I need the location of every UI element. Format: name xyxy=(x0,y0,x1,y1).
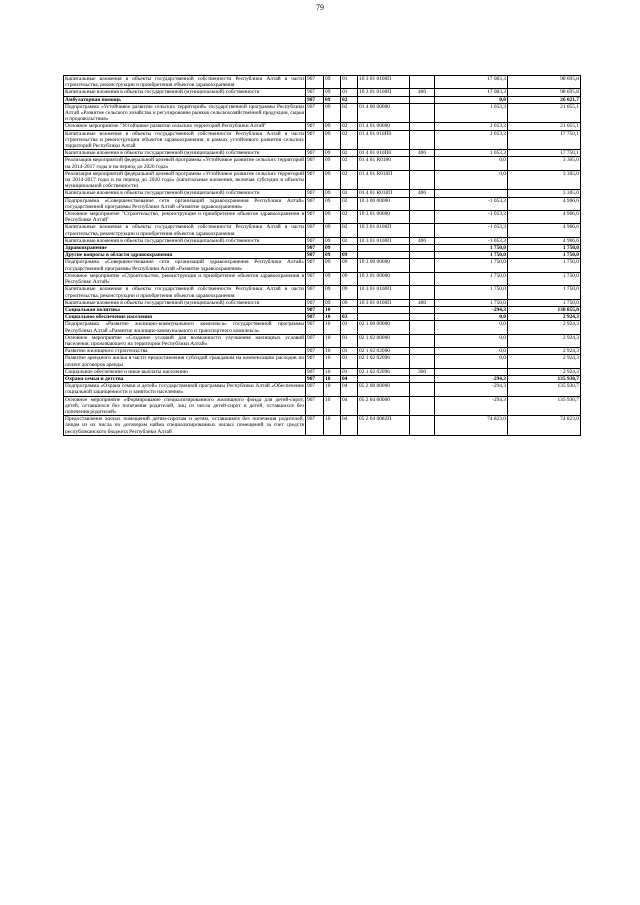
cell-vr xyxy=(410,334,435,347)
cell-name: Капитальные вложения в объекты государственной собственности Республики Алтай в части строительства, реконструкции и приобретения объектов здравоохранения xyxy=(65,76,304,89)
cell-pr: 09 xyxy=(341,259,358,272)
cell-rz: 09 xyxy=(324,123,341,130)
cell-vr xyxy=(410,348,435,355)
cell-ved: 907 xyxy=(306,321,324,334)
cell-pr xyxy=(341,306,358,313)
cell-sum-total: 135 930,7 xyxy=(508,375,581,382)
cell-name: Капитальные вложения в объекты государственной (муниципальной) собственности xyxy=(64,299,306,306)
table-row xyxy=(64,190,581,197)
cell-name: Подпрограмма «Совершенствование сети организаций здравоохранения Республики Алтай» государственной программы Республики Алтай «Развитие здравоохранения» xyxy=(65,259,304,272)
cell-sum-total: 17 750,1 xyxy=(508,130,581,150)
cell-name: Амбулаторная помощь xyxy=(64,96,306,103)
cell-ved: 907 xyxy=(306,334,324,347)
cell-cs xyxy=(358,314,410,321)
cell-name: Капитальные вложения в объекты государственной (муниципальной) собственности xyxy=(64,237,306,244)
cell-rz: 09 xyxy=(324,252,341,259)
cell-ved: 907 xyxy=(306,89,324,96)
cell-vr xyxy=(410,224,435,237)
cell-sum-change: 17 083,3 xyxy=(435,76,508,89)
table-row xyxy=(64,130,581,150)
table-row xyxy=(64,76,581,89)
cell-ved: 907 xyxy=(306,130,324,150)
cell-vr xyxy=(410,157,435,170)
cell-sum-change: 1 750,0 xyxy=(435,245,508,252)
cell-name: Подпрограмма «Устойчивое развитие сельских территорий» государственной программы Республики Алтай «Развитие сельского хозяйства и регулирование рынков сельскохозяйственной продукции, сырья и продовольствия» xyxy=(65,103,304,123)
cell-vr xyxy=(410,252,435,259)
cell-sum-change: 1 053,3 xyxy=(435,130,508,150)
cell-sum-total: 1 750,0 xyxy=(508,299,581,306)
cell-cs: 01 4 01 00000 xyxy=(358,123,410,130)
cell-sum-change: -1 053,3 xyxy=(435,197,508,210)
cell-cs xyxy=(358,375,410,382)
cell-sum-change: 1 750,0 xyxy=(435,259,508,272)
cell-name: Реализация мероприятий федеральной целевой программы «Устойчивое развитие сельских территорий на 2014-2017 годы и на период до 2020 года» xyxy=(65,157,304,170)
cell-ved: 907 xyxy=(306,299,324,306)
cell-name: Основное мероприятие «Строительство, реконструкция и приобретение объектов здравоохранения в Республике Алтай» xyxy=(65,272,304,286)
cell-ved: 907 xyxy=(306,383,324,396)
cell-ved: 907 xyxy=(306,197,324,210)
cell-cs: 10 3 01 0100П xyxy=(358,89,410,96)
cell-ved: 907 xyxy=(306,245,324,252)
cell-name: Основное мероприятие «Формирование специализированного жилищного фонда для детей-сирот, детей, оставшихся без попечения родителей, лиц из числа детей-сирот и детей, оставшихся без попечения родителей» xyxy=(65,396,304,415)
cell-sum-total: 135 930,7 xyxy=(508,383,581,396)
cell-name: Капитальные вложения в объекты государственной (муниципальной) собственности xyxy=(64,190,306,197)
cell-sum-total: 4 966,6 xyxy=(508,211,581,224)
cell-vr: 400 xyxy=(410,89,435,96)
cell-sum-change: 0,0 xyxy=(435,170,508,190)
cell-vr xyxy=(410,396,435,416)
cell-sum-total: 3 305,0 xyxy=(508,170,581,190)
cell-sum-total: 26 021,7 xyxy=(508,96,581,103)
cell-vr xyxy=(410,245,435,252)
cell-sum-total: 98 695,8 xyxy=(508,89,581,96)
cell-pr: 02 xyxy=(341,170,358,190)
cell-pr: 01 xyxy=(341,76,358,89)
cell-sum-total: 2 924,3 xyxy=(508,314,581,321)
cell-cs xyxy=(358,96,410,103)
table-row xyxy=(64,299,581,306)
cell-vr xyxy=(410,103,435,123)
cell-vr xyxy=(410,76,435,89)
cell-rz: 09 xyxy=(324,190,341,197)
cell-vr xyxy=(410,286,435,299)
cell-pr: 01 xyxy=(341,89,358,96)
table-row xyxy=(64,383,581,396)
cell-cs: 02 1 02 00000 xyxy=(358,334,410,347)
cell-name: Другие вопросы в области здравоохранения xyxy=(64,252,306,259)
cell-pr: 02 xyxy=(341,103,358,123)
table-row xyxy=(64,306,581,313)
cell-ved: 907 xyxy=(306,416,324,436)
table-row xyxy=(64,259,581,272)
table-row xyxy=(64,321,581,334)
cell-rz: 09 xyxy=(324,245,341,252)
table-row xyxy=(64,272,581,285)
cell-name: Капитальные вложения в объекты государственной собственности Республики Алтай в части строительства, реконструкции и приобретения объектов здравоохранения xyxy=(65,286,304,299)
cell-name: Подпрограмма «Охрана семьи и детей» государственной программы Республики Алтай «Обеспечение социальной защищенности и занятости населения» xyxy=(65,383,304,396)
cell-sum-change: -294,3 xyxy=(435,306,508,313)
cell-sum-total: 135 930,7 xyxy=(508,396,581,416)
cell-pr: 02 xyxy=(341,211,358,224)
cell-vr xyxy=(410,130,435,150)
cell-vr xyxy=(410,306,435,313)
cell-rz: 09 xyxy=(324,96,341,103)
cell-pr: 04 xyxy=(341,383,358,396)
cell-sum-total: 1 750,0 xyxy=(508,252,581,259)
cell-rz: 10 xyxy=(324,383,341,396)
cell-sum-total: 1 750,0 xyxy=(508,272,581,285)
cell-rz: 10 xyxy=(324,321,341,334)
cell-cs: 10 3 01 0100П xyxy=(358,286,410,299)
cell-cs: 10 3 01 00000 xyxy=(358,211,410,224)
cell-sum-change: 74 823,0 xyxy=(435,416,508,436)
cell-vr xyxy=(410,123,435,130)
cell-sum-total: 21 055,1 xyxy=(508,123,581,130)
cell-vr xyxy=(410,259,435,272)
cell-vr xyxy=(410,272,435,285)
cell-name: Социальное обеспечение и иные выплаты населению xyxy=(64,368,306,375)
cell-cs: 10 3 01 0100П xyxy=(358,76,410,89)
cell-name: Капитальные вложения в объекты государственной (муниципальной) собственности xyxy=(64,150,306,157)
cell-vr xyxy=(410,197,435,210)
cell-sum-total: 2 924,3 xyxy=(508,355,581,368)
cell-rz: 09 xyxy=(324,150,341,157)
cell-ved: 907 xyxy=(306,76,324,89)
cell-rz: 09 xyxy=(324,259,341,272)
cell-pr: 02 xyxy=(341,130,358,150)
table-row xyxy=(64,150,581,157)
cell-pr: 09 xyxy=(341,272,358,285)
cell-ved: 907 xyxy=(306,348,324,355)
cell-cs: 02 1 02 02096 xyxy=(358,368,410,375)
cell-sum-change: -294,3 xyxy=(435,375,508,382)
table-row xyxy=(64,170,581,190)
cell-pr xyxy=(341,245,358,252)
cell-cs: 10 3 01 0100П xyxy=(358,299,410,306)
cell-name: Капитальные вложения в объекты государственной собственности Республики Алтай в части строительства, реконструкции и приобретения объектов здравоохранения xyxy=(65,224,304,237)
table-body xyxy=(64,76,581,436)
cell-name: Здравоохранение xyxy=(64,245,306,252)
cell-ved: 907 xyxy=(306,355,324,368)
cell-name: Охрана семьи и детства xyxy=(64,375,306,382)
cell-ved: 907 xyxy=(306,211,324,224)
budget-table xyxy=(63,75,581,436)
cell-sum-total: 21 055,1 xyxy=(508,103,581,123)
cell-sum-total: 2 924,3 xyxy=(508,334,581,347)
cell-cs xyxy=(358,252,410,259)
cell-vr: 300 xyxy=(410,368,435,375)
cell-vr xyxy=(410,383,435,396)
cell-sum-total: 98 695,8 xyxy=(508,76,581,89)
cell-sum-change: 1 750,0 xyxy=(435,252,508,259)
cell-ved: 907 xyxy=(306,306,324,313)
cell-sum-total: 138 855,0 xyxy=(508,306,581,313)
cell-ved: 907 xyxy=(306,259,324,272)
cell-sum-total: 2 924,3 xyxy=(508,368,581,375)
cell-vr xyxy=(410,355,435,368)
cell-pr: 02 xyxy=(341,123,358,130)
cell-cs: 10 3 01 00000 xyxy=(358,272,410,285)
table-row xyxy=(64,314,581,321)
table-row xyxy=(64,197,581,210)
cell-sum-total: 4 966,6 xyxy=(508,197,581,210)
cell-sum-total: 1 750,0 xyxy=(508,245,581,252)
cell-ved: 907 xyxy=(306,224,324,237)
cell-rz: 10 xyxy=(324,334,341,347)
cell-ved: 907 xyxy=(306,286,324,299)
table-row xyxy=(64,286,581,299)
cell-pr: 02 xyxy=(341,237,358,244)
cell-ved: 907 xyxy=(306,375,324,382)
cell-cs: 05 2 00 00000 xyxy=(358,383,410,396)
cell-vr: 400 xyxy=(410,237,435,244)
cell-ved: 907 xyxy=(306,190,324,197)
table-row xyxy=(64,368,581,375)
cell-pr: 02 xyxy=(341,190,358,197)
cell-vr: 400 xyxy=(410,299,435,306)
cell-pr: 09 xyxy=(341,252,358,259)
cell-sum-total: 3 305,0 xyxy=(508,190,581,197)
cell-sum-change: 1 750,0 xyxy=(435,286,508,299)
cell-rz: 09 xyxy=(324,237,341,244)
cell-pr: 02 xyxy=(341,197,358,210)
cell-ved: 907 xyxy=(306,150,324,157)
cell-sum-total: 74 823,0 xyxy=(508,416,581,436)
cell-cs: 01 4 01 R018П xyxy=(358,170,410,190)
cell-vr: 400 xyxy=(410,150,435,157)
cell-vr xyxy=(410,375,435,382)
cell-rz: 09 xyxy=(324,299,341,306)
cell-sum-change: 0,0 xyxy=(435,314,508,321)
cell-rz: 10 xyxy=(324,396,341,416)
cell-pr: 04 xyxy=(341,416,358,436)
table-row xyxy=(64,103,581,123)
cell-cs: 01 4 00 00000 xyxy=(358,103,410,123)
cell-ved: 907 xyxy=(306,103,324,123)
cell-pr: 02 xyxy=(341,157,358,170)
cell-rz: 09 xyxy=(324,130,341,150)
cell-sum-total: 4 966,6 xyxy=(508,224,581,237)
cell-sum-total: 3 305,0 xyxy=(508,157,581,170)
cell-pr: 04 xyxy=(341,375,358,382)
cell-pr: 09 xyxy=(341,286,358,299)
cell-cs: 01 4 01 010П0 xyxy=(358,150,410,157)
cell-rz: 10 xyxy=(324,306,341,313)
cell-rz: 10 xyxy=(324,416,341,436)
cell-rz: 09 xyxy=(324,157,341,170)
cell-rz: 09 xyxy=(324,103,341,123)
table-row xyxy=(64,396,581,416)
cell-rz: 10 xyxy=(324,375,341,382)
cell-sum-total: 4 966,6 xyxy=(508,237,581,244)
cell-name: Основное мероприятие "Устойчивое развитие сельских территорий Республики Алтай" xyxy=(64,123,306,130)
cell-pr: 03 xyxy=(341,314,358,321)
cell-rz: 10 xyxy=(324,314,341,321)
cell-ved: 907 xyxy=(306,157,324,170)
cell-cs: 10 3 01 0100П xyxy=(358,237,410,244)
cell-pr: 03 xyxy=(341,348,358,355)
cell-name: Капитальные вложения в объекты государственной (муниципальной) собственности xyxy=(64,89,306,96)
cell-rz: 09 xyxy=(324,89,341,96)
cell-sum-change: 0,0 xyxy=(435,355,508,368)
cell-rz: 09 xyxy=(324,76,341,89)
cell-rz: 09 xyxy=(324,197,341,210)
cell-cs: 02 1 02 02000 xyxy=(358,348,410,355)
table-row xyxy=(64,245,581,252)
cell-cs: 05 2 04 0082П xyxy=(358,416,410,436)
cell-cs xyxy=(358,306,410,313)
table-row xyxy=(64,96,581,103)
cell-sum-change: 1 053,3 xyxy=(435,103,508,123)
cell-sum-change: 1 750,0 xyxy=(435,272,508,285)
table-row xyxy=(64,334,581,347)
cell-name: Подпрограмма «Развитие жилищно-коммунального комплекса» государственной программы Республики Алтай «Развитие жилищно-коммунального и транспортного комплекса» xyxy=(65,321,304,334)
cell-sum-change: 1 053,3 xyxy=(435,123,508,130)
cell-name: Социальное обеспечение населения xyxy=(64,314,306,321)
page-number: 79 xyxy=(316,3,324,12)
cell-name: Основное мероприятие «Создание условий для возможности улучшения жилищных условий населения, проживающего на территории Республики Алтай» xyxy=(65,334,304,347)
cell-cs: 02 1 00 00000 xyxy=(358,321,410,334)
cell-sum-change: 0,0 xyxy=(435,334,508,347)
cell-ved: 907 xyxy=(306,170,324,190)
cell-rz: 10 xyxy=(324,368,341,375)
cell-name: Основное мероприятие "Строительство, реконструкция и приобретение объектов здравоохранения в Республике Алтай" xyxy=(65,211,304,224)
cell-pr: 02 xyxy=(341,96,358,103)
cell-ved: 907 xyxy=(306,123,324,130)
cell-pr: 04 xyxy=(341,396,358,416)
cell-rz: 09 xyxy=(324,286,341,299)
cell-vr xyxy=(410,96,435,103)
cell-rz: 09 xyxy=(324,272,341,285)
cell-pr: 03 xyxy=(341,321,358,334)
cell-name: Подпрограмма «Совершенствование сети организаций здравоохранения Республики Алтай» государственной программы Республики Алтай «Развитие здравоохранения» xyxy=(65,197,304,210)
cell-pr: 02 xyxy=(341,224,358,237)
cell-vr xyxy=(410,321,435,334)
table-row xyxy=(64,224,581,237)
table-row xyxy=(64,252,581,259)
cell-name: Социальная политика xyxy=(64,306,306,313)
table-row xyxy=(64,237,581,244)
cell-cs: 01 4 01 R018П xyxy=(358,190,410,197)
cell-rz: 09 xyxy=(324,224,341,237)
cell-sum-change: 0,0 xyxy=(435,321,508,334)
cell-vr xyxy=(410,416,435,436)
cell-name: Развитие жилищного строительства xyxy=(64,348,306,355)
cell-name: Реализация мероприятий федеральной целевой программы «Устойчивое развитие сельских территорий на 2014-2017 годы и на период до 2020 года» (капитальные вложения, включая субсидии в объекты муниципальной собственности) xyxy=(65,170,304,190)
cell-cs: 05 2 04 00000 xyxy=(358,396,410,416)
cell-sum-total: 1 750,0 xyxy=(508,286,581,299)
table-row xyxy=(64,123,581,130)
cell-ved: 907 xyxy=(306,252,324,259)
cell-cs: 10 3 00 00000 xyxy=(358,197,410,210)
cell-name: Развитие арендного жилья в части предоставления субсидий гражданам на компенсацию расходов по оплате договоров аренды xyxy=(65,355,304,368)
cell-ved: 907 xyxy=(306,272,324,285)
cell-cs: 10 3 01 0100П xyxy=(358,224,410,237)
cell-vr xyxy=(410,314,435,321)
cell-cs xyxy=(358,245,410,252)
cell-sum-change: 1 750,0 xyxy=(435,299,508,306)
table-row xyxy=(64,157,581,170)
cell-cs: 01 4 01 010П0 xyxy=(358,130,410,150)
table-row xyxy=(64,416,581,436)
cell-sum-change: -1 053,3 xyxy=(435,211,508,224)
cell-sum-change xyxy=(435,368,508,375)
cell-rz: 10 xyxy=(324,355,341,368)
cell-cs: 02 1 02 02096 xyxy=(358,355,410,368)
cell-sum-change: 1 053,3 xyxy=(435,150,508,157)
cell-sum-total: 2 924,3 xyxy=(508,321,581,334)
cell-sum-change: -1 053,3 xyxy=(435,237,508,244)
cell-cs: 10 3 00 00000 xyxy=(358,259,410,272)
cell-vr: 400 xyxy=(410,190,435,197)
cell-vr xyxy=(410,211,435,224)
cell-pr: 02 xyxy=(341,150,358,157)
cell-pr: 03 xyxy=(341,334,358,347)
cell-pr: 03 xyxy=(341,368,358,375)
cell-ved: 907 xyxy=(306,237,324,244)
cell-rz: 10 xyxy=(324,348,341,355)
cell-rz: 09 xyxy=(324,170,341,190)
cell-ved: 907 xyxy=(306,368,324,375)
cell-sum-change: -294,3 xyxy=(435,396,508,416)
table-row xyxy=(64,348,581,355)
cell-sum-change: -1 053,3 xyxy=(435,224,508,237)
cell-vr xyxy=(410,170,435,190)
cell-ved: 907 xyxy=(306,96,324,103)
table-row xyxy=(64,211,581,224)
cell-sum-total: 2 924,3 xyxy=(508,348,581,355)
table-row xyxy=(64,355,581,368)
cell-cs: 01 4 01 R0180 xyxy=(358,157,410,170)
cell-sum-change: 0,0 xyxy=(435,348,508,355)
table-row xyxy=(64,375,581,382)
cell-pr: 09 xyxy=(341,299,358,306)
cell-sum-total: 1 750,0 xyxy=(508,259,581,272)
table-row xyxy=(64,89,581,96)
cell-name: Предоставление жилых помещений детям-сиротам и детям, оставшимся без попечения родителей, лицам из их числа по договорам найма специализированных жилых помещений за счет средств республиканского бюджета Республики Алтай xyxy=(65,416,304,435)
cell-sum-change: 17 083,3 xyxy=(435,89,508,96)
cell-rz: 09 xyxy=(324,211,341,224)
cell-sum-change: 0,0 xyxy=(435,157,508,170)
cell-ved: 907 xyxy=(306,396,324,416)
cell-sum-change: -294,3 xyxy=(435,383,508,396)
cell-pr: 03 xyxy=(341,355,358,368)
cell-sum-total: 17 750,1 xyxy=(508,150,581,157)
cell-ved: 907 xyxy=(306,314,324,321)
cell-sum-change: 0,0 xyxy=(435,96,508,103)
cell-name: Капитальные вложения в объекты государственной собственности Республики Алтай в части строительства и реконструкции объектов здравоохранения, в рамках устойчивого развития сельских территорий Республики Алтай xyxy=(65,130,304,150)
cell-sum-change xyxy=(435,190,508,197)
